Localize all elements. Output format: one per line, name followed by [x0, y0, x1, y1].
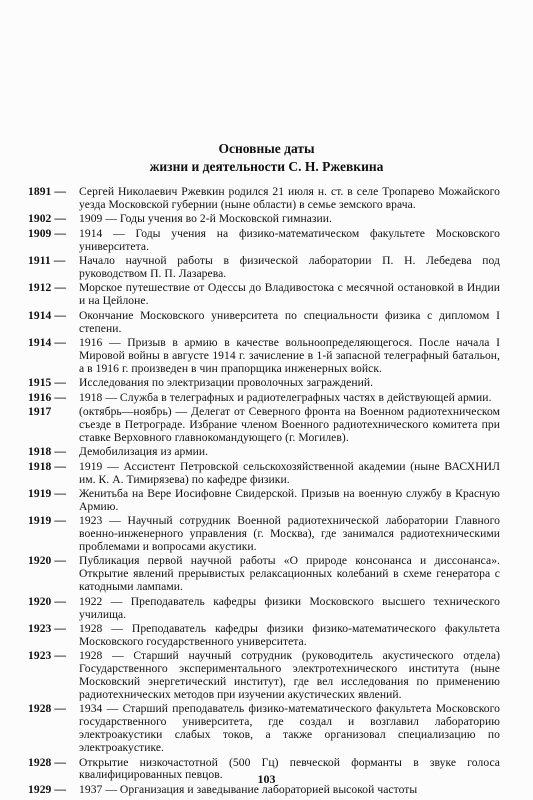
entry-text: 1928 — Преподаватель кафедры физики физико-математического факультета Московского государственного университета.	[79, 622, 500, 648]
chronology-entry	[28, 515, 500, 554]
chronology-entry	[28, 488, 500, 514]
chronology-entry	[28, 228, 500, 254]
entry-text: Публикация первой научной работы «О природе консонанса и диссонанса». Открытие явлений прерывистых релаксационных колебаний в схеме генератора с катодными лампами.	[79, 554, 500, 594]
entry-year: 1911 —	[28, 254, 66, 268]
entry-text: 1916 — Призыв в армию в качестве вольноопределяющегося. После начала I Мировой войны в августе 1914 г. зачисление в 1-й запасной телеграфный батальон, а в 1916 г. произведен в чин прапорщика инженерных войск.	[79, 335, 500, 375]
entry-text: 1922 — Преподаватель кафедры физики Московского высшего технического училища.	[79, 594, 500, 621]
entry-text: Морское путешествие от Одессы до Владивостока с месячной остановкой в Индии и на Цейлоне.	[79, 281, 500, 308]
entry-year: 1919 —	[28, 514, 66, 528]
chronology-list	[28, 186, 500, 798]
entry-text: (октябрь—ноябрь) — Делегат от Северного фронта на Военном радиотехническом съезде в Петрограде. Избрание членом Военного радиотехнического комитета при ставке Верховного главнокомандующего (г. Могилев).	[79, 405, 500, 444]
entry-year: 1918 —	[28, 445, 66, 459]
chronology-entry	[28, 406, 500, 445]
entry-text: 1928 — Старший научный сотрудник (руководитель акустического отдела) Государственного экспериментального электротехнического института (ныне Московский энергетический институт), где вел исследования по применению радиотехнических методов при изучении акустических явлений.	[79, 649, 500, 702]
entry-year: 1928 —	[28, 702, 66, 716]
chronology-entry	[28, 392, 500, 405]
chronology-entry	[28, 377, 500, 390]
entry-year: 1923 —	[28, 649, 66, 663]
entry-text: 1937 — Организация и заведывание лабораторией высокой частоты	[79, 782, 418, 796]
chronology-entry	[28, 310, 500, 336]
entry-text: 1919 — Ассистент Петровской сельскохозяйственной академии (ныне ВАСХНИЛ им. К. А. Тимирязева) по кафедре физики.	[79, 459, 500, 486]
chronology-entry	[28, 555, 500, 594]
entry-year: 1914 —	[28, 308, 66, 322]
chronology-entry	[28, 282, 500, 308]
chronology-entry	[28, 703, 500, 755]
page-title	[0, 140, 533, 176]
entry-year: 1917	[28, 405, 52, 418]
entry-year: 1923 —	[28, 622, 66, 635]
entry-text: Женитьба на Вере Иосифовне Свидерской. Призыв на военную службу в Красную Армию.	[79, 486, 500, 513]
entry-year: 1915 —	[28, 376, 66, 390]
entry-text: Окончание Московского университета по специальности физика с дипломом I степени.	[79, 308, 500, 335]
entry-year: 1920 —	[28, 594, 66, 608]
entry-text: 1918 — Служба в телеграфных и радиотелеграфных частях в действующей армии.	[79, 390, 492, 404]
chronology-entry	[28, 337, 500, 376]
entry-year: 1902 —	[28, 212, 66, 226]
chronology-entry	[28, 255, 500, 281]
entry-text: Исследования по электризации проволочных заграждений.	[79, 376, 374, 390]
entry-year: 1929 —	[28, 782, 66, 796]
chronology-entry	[28, 596, 500, 622]
entry-year: 1918 —	[28, 459, 66, 473]
entry-text: Сергей Николаевич Ржевкин родился 21 июля н. ст. в селе Тропарево Можайского уезда Московской губернии (ныне области) в семье земского врача.	[79, 185, 500, 211]
entry-year: 1920 —	[28, 554, 66, 568]
page-title-line-2: жизни и деятельности С. Н. Ржевкина	[149, 159, 384, 174]
entry-year: 1909 —	[28, 226, 66, 240]
entry-year: 1891 —	[28, 185, 66, 198]
entry-year: 1914 —	[28, 335, 66, 349]
entry-text: Начало научной работы в физической лаборатории П. Н. Лебедева под руководством П. П. Лазарева.	[79, 254, 500, 280]
chronology-entry	[28, 213, 500, 226]
chronology-entry	[28, 650, 500, 702]
chronology-entry	[28, 461, 500, 487]
entry-text: Демобилизация из армии.	[79, 445, 209, 459]
entry-text: 1934 — Старший преподаватель физико-математического факультета Московского государственного университета, где создал и возглавил лабораторию электроакустики слабых токов, а также организовал специализацию по электроакустике.	[79, 702, 500, 755]
entry-text: 1909 — Годы учения во 2-й Московской гимназии.	[79, 212, 332, 226]
entry-year: 1919 —	[28, 486, 66, 500]
entry-year: 1928 —	[28, 755, 66, 769]
entry-text: 1914 — Годы учения на физико-математическом факультете Московского университета.	[79, 226, 500, 253]
chronology-entry	[28, 623, 500, 649]
entry-text: Открытие низкочастотной (500 Гц) певческой форманты в звуке голоса квалифицированных певцов.	[79, 755, 500, 782]
page-title-line-1: Основные даты	[218, 141, 315, 156]
entry-year: 1912 —	[28, 281, 66, 295]
entry-year: 1916 —	[28, 390, 66, 404]
page-number: 103	[257, 772, 276, 786]
entry-text: 1923 — Научный сотрудник Военной радиотехнической лаборатории Главного военно-инженерного управления (г. Москва), где занимался радиотехническими проблемами и вопросами акустики.	[79, 514, 500, 554]
chronology-entry	[28, 186, 500, 212]
chronology-entry	[28, 446, 500, 459]
